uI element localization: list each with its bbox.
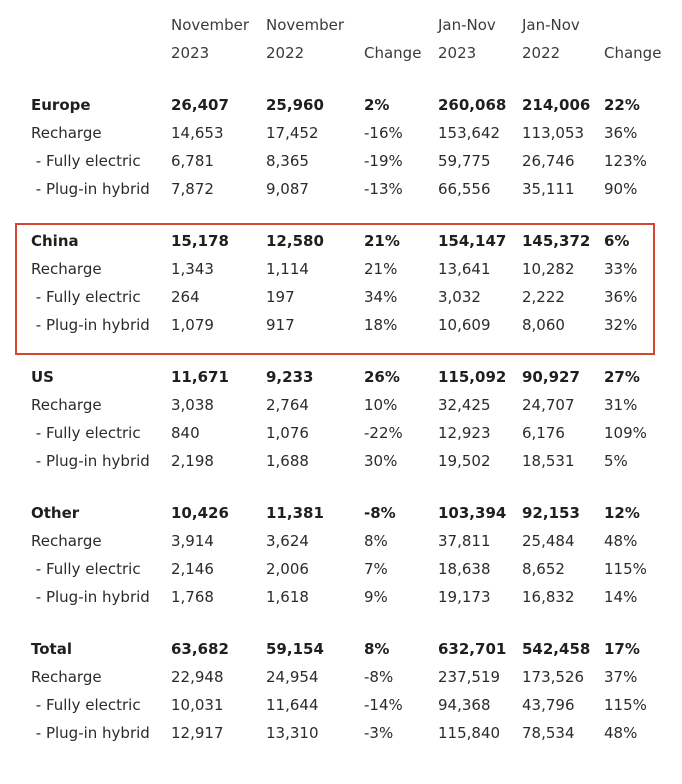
row-label-plug-in-hybrid: - Plug-in hybrid xyxy=(31,588,150,606)
table-cell: 840 xyxy=(171,424,200,442)
table-cell: 632,701 xyxy=(438,640,507,658)
table-cell: 43,796 xyxy=(522,696,575,714)
table-cell: 14,653 xyxy=(171,124,224,142)
table-cell: 35,111 xyxy=(522,180,575,198)
table-cell: 66,556 xyxy=(438,180,491,198)
table-cell: 917 xyxy=(266,316,295,334)
column-header-line2: 2022 xyxy=(266,44,305,62)
table-cell: 18,638 xyxy=(438,560,491,578)
row-label-europe: Europe xyxy=(31,96,91,114)
table-cell: 8,060 xyxy=(522,316,565,334)
table-cell: 63,682 xyxy=(171,640,229,658)
table-cell: 78,534 xyxy=(522,724,575,742)
table-cell: 8% xyxy=(364,640,390,658)
table-cell: 36% xyxy=(604,124,638,142)
row-label-other: Other xyxy=(31,504,80,522)
table-cell: 10% xyxy=(364,396,398,414)
table-cell: 90% xyxy=(604,180,638,198)
table-cell: 8% xyxy=(364,532,388,550)
table-cell: 92,153 xyxy=(522,504,580,522)
table-cell: 6,781 xyxy=(171,152,214,170)
table-cell: 2,146 xyxy=(171,560,214,578)
table-cell: 22% xyxy=(604,96,640,114)
table-cell: 173,526 xyxy=(522,668,585,686)
table-cell: 13,310 xyxy=(266,724,319,742)
table-cell: 153,642 xyxy=(438,124,501,142)
table-cell: 154,147 xyxy=(438,232,507,250)
column-header-line2: Change xyxy=(604,44,662,62)
row-label-recharge: Recharge xyxy=(31,124,102,142)
table-cell: 1,768 xyxy=(171,588,214,606)
row-label-recharge: Recharge xyxy=(31,668,102,686)
table-cell: 26,746 xyxy=(522,152,575,170)
table-cell: 8,365 xyxy=(266,152,309,170)
table-cell: 1,688 xyxy=(266,452,309,470)
table-cell: 21% xyxy=(364,260,398,278)
table-cell: 12,917 xyxy=(171,724,224,742)
table-cell: 2,222 xyxy=(522,288,565,306)
table-cell: 145,372 xyxy=(522,232,591,250)
row-label-fully-electric: - Fully electric xyxy=(31,424,141,442)
table-cell: 10,282 xyxy=(522,260,575,278)
table-cell: 26,407 xyxy=(171,96,229,114)
table-cell: 27% xyxy=(604,368,640,386)
table-cell: 7% xyxy=(364,560,388,578)
table-cell: 197 xyxy=(266,288,295,306)
table-cell: 2,764 xyxy=(266,396,309,414)
table-cell: 36% xyxy=(604,288,638,306)
column-header-line1: November xyxy=(266,16,345,34)
table-cell: -19% xyxy=(364,152,403,170)
row-label-plug-in-hybrid: - Plug-in hybrid xyxy=(31,724,150,742)
table-cell: -13% xyxy=(364,180,403,198)
table-cell: 11,381 xyxy=(266,504,324,522)
table-cell: 115% xyxy=(604,696,647,714)
table-cell: 14% xyxy=(604,588,638,606)
table-cell: 2% xyxy=(364,96,390,114)
column-header-line2: 2023 xyxy=(438,44,477,62)
table-cell: 542,458 xyxy=(522,640,591,658)
table-cell: -8% xyxy=(364,504,396,522)
table-cell: 48% xyxy=(604,532,638,550)
row-label-us: US xyxy=(31,368,54,386)
table-cell: 30% xyxy=(364,452,398,470)
table-cell: 1,076 xyxy=(266,424,309,442)
table-cell: 18% xyxy=(364,316,398,334)
table-cell: 1,343 xyxy=(171,260,214,278)
table-cell: 18,531 xyxy=(522,452,575,470)
table-cell: 1,618 xyxy=(266,588,309,606)
table-cell: 25,484 xyxy=(522,532,575,550)
table-cell: 37% xyxy=(604,668,638,686)
table-cell: -16% xyxy=(364,124,403,142)
table-cell: 9,087 xyxy=(266,180,309,198)
table-cell: 113,053 xyxy=(522,124,585,142)
table-cell: 2,198 xyxy=(171,452,214,470)
table-cell: 12% xyxy=(604,504,640,522)
table-cell: 32,425 xyxy=(438,396,491,414)
row-label-fully-electric: - Fully electric xyxy=(31,560,141,578)
column-header-line2: 2022 xyxy=(522,44,561,62)
table-cell: 26% xyxy=(364,368,400,386)
table-cell: 10,031 xyxy=(171,696,224,714)
table-cell: 5% xyxy=(604,452,628,470)
row-label-recharge: Recharge xyxy=(31,532,102,550)
row-label-recharge: Recharge xyxy=(31,396,102,414)
table-cell: 19,173 xyxy=(438,588,491,606)
table-cell: 6% xyxy=(604,232,630,250)
table-cell: 19,502 xyxy=(438,452,491,470)
column-header-line1: Jan-Nov xyxy=(522,16,580,34)
table-cell: 24,954 xyxy=(266,668,319,686)
row-label-fully-electric: - Fully electric xyxy=(31,696,141,714)
table-cell: 10,609 xyxy=(438,316,491,334)
table-cell: 15,178 xyxy=(171,232,229,250)
table-cell: 32% xyxy=(604,316,638,334)
table-cell: 9,233 xyxy=(266,368,314,386)
table-cell: -22% xyxy=(364,424,403,442)
table-cell: 8,652 xyxy=(522,560,565,578)
row-label-total: Total xyxy=(31,640,72,658)
table-cell: 237,519 xyxy=(438,668,501,686)
table-cell: 9% xyxy=(364,588,388,606)
table-cell: 3,624 xyxy=(266,532,309,550)
table-cell: 11,644 xyxy=(266,696,319,714)
column-header-line2: Change xyxy=(364,44,422,62)
table-cell: 1,114 xyxy=(266,260,309,278)
table-cell: 12,923 xyxy=(438,424,491,442)
table-cell: 94,368 xyxy=(438,696,491,714)
column-header-line1: November xyxy=(171,16,250,34)
column-header-line2: 2023 xyxy=(171,44,210,62)
table-cell: 7,872 xyxy=(171,180,214,198)
table-cell: 1,079 xyxy=(171,316,214,334)
table-cell: 115,092 xyxy=(438,368,507,386)
row-label-plug-in-hybrid: - Plug-in hybrid xyxy=(31,316,150,334)
table-cell: 59,154 xyxy=(266,640,324,658)
table-cell: 214,006 xyxy=(522,96,591,114)
table-cell: 6,176 xyxy=(522,424,565,442)
table-cell: -8% xyxy=(364,668,394,686)
table-cell: -3% xyxy=(364,724,394,742)
row-label-fully-electric: - Fully electric xyxy=(31,288,141,306)
table-cell: 17% xyxy=(604,640,640,658)
table-cell: 12,580 xyxy=(266,232,324,250)
table-cell: 109% xyxy=(604,424,647,442)
table-cell: 123% xyxy=(604,152,647,170)
table-cell: 25,960 xyxy=(266,96,324,114)
table-cell: 13,641 xyxy=(438,260,491,278)
table-cell: 34% xyxy=(364,288,398,306)
row-label-fully-electric: - Fully electric xyxy=(31,152,141,170)
row-label-plug-in-hybrid: - Plug-in hybrid xyxy=(31,180,150,198)
table-cell: 264 xyxy=(171,288,200,306)
table-cell: 37,811 xyxy=(438,532,491,550)
table-cell: 48% xyxy=(604,724,638,742)
table-cell: 22,948 xyxy=(171,668,224,686)
table-cell: 3,032 xyxy=(438,288,481,306)
row-label-recharge: Recharge xyxy=(31,260,102,278)
table-cell: 24,707 xyxy=(522,396,575,414)
table-cell: 3,914 xyxy=(171,532,214,550)
row-label-china: China xyxy=(31,232,79,250)
table-cell: 33% xyxy=(604,260,638,278)
table-cell: 31% xyxy=(604,396,638,414)
table-cell: 260,068 xyxy=(438,96,507,114)
table-cell: -14% xyxy=(364,696,403,714)
table-cell: 3,038 xyxy=(171,396,214,414)
table-cell: 115% xyxy=(604,560,647,578)
table-cell: 103,394 xyxy=(438,504,507,522)
table-cell: 2,006 xyxy=(266,560,309,578)
table-cell: 90,927 xyxy=(522,368,580,386)
column-header-line1: Jan-Nov xyxy=(438,16,496,34)
table-cell: 10,426 xyxy=(171,504,229,522)
table-cell: 16,832 xyxy=(522,588,575,606)
row-label-plug-in-hybrid: - Plug-in hybrid xyxy=(31,452,150,470)
table-cell: 115,840 xyxy=(438,724,501,742)
table-cell: 21% xyxy=(364,232,400,250)
table-cell: 17,452 xyxy=(266,124,319,142)
table-cell: 59,775 xyxy=(438,152,491,170)
table-cell: 11,671 xyxy=(171,368,229,386)
